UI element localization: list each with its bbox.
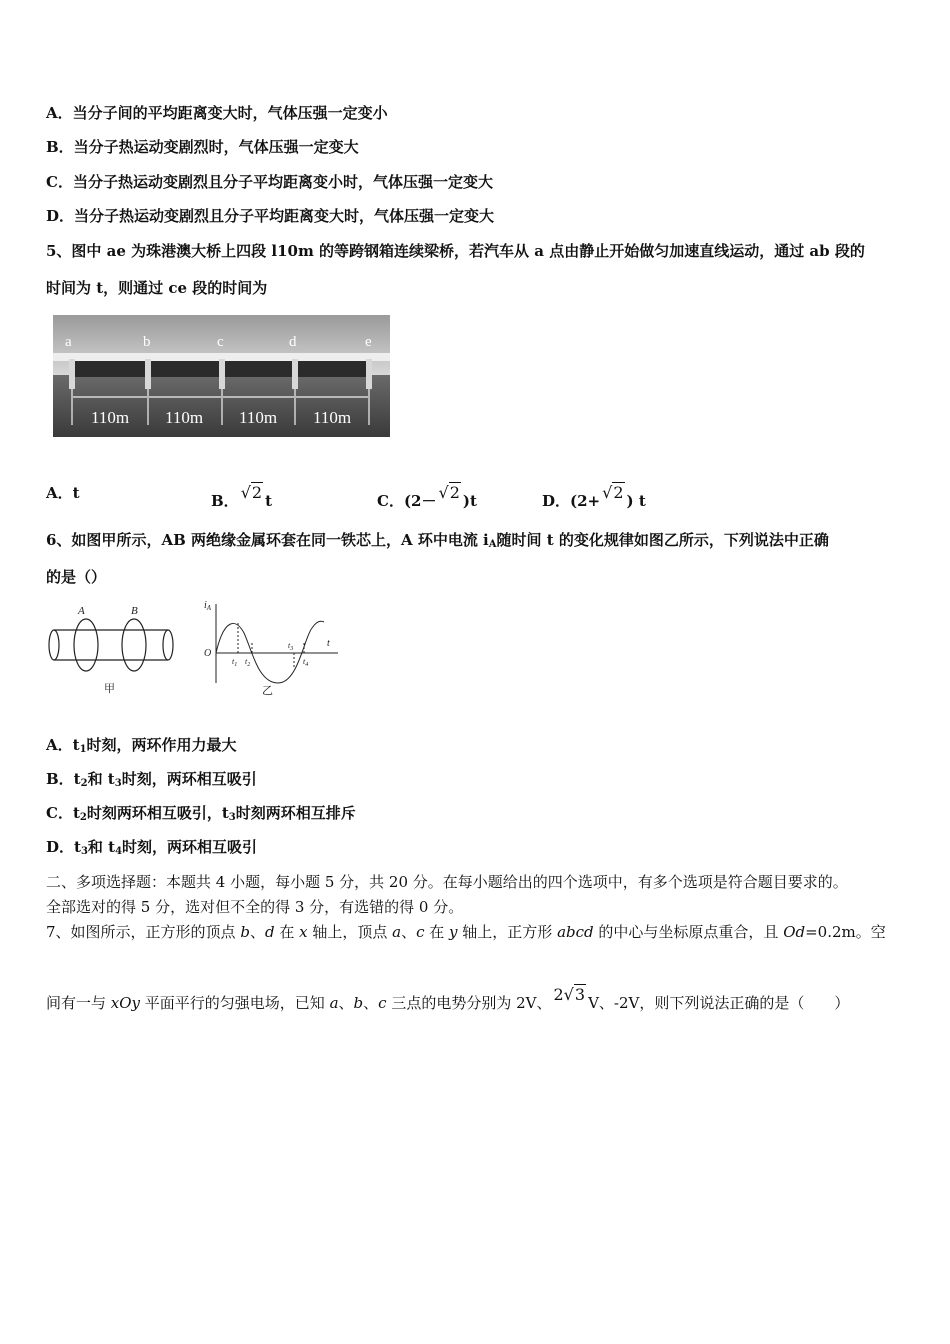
pier: [219, 359, 225, 389]
point-label-a: a: [65, 334, 72, 350]
q5-option-b: B． √2 t: [211, 483, 273, 510]
tick-t1: $t_1$: [232, 657, 238, 668]
point-label-b: b: [143, 334, 151, 350]
ring-a: [74, 619, 98, 671]
girder: [295, 361, 367, 377]
q4-option-c: C．当分子热运动变剧烈且分子平均距离变小时，气体压强一定变大: [46, 173, 493, 191]
tick-t4: $t_4$: [303, 657, 309, 668]
pier: [69, 359, 75, 389]
span-length-3: 110m: [239, 408, 278, 427]
ring-core-figure: [46, 600, 176, 695]
q5-stem-line1: 5、图中 ae 为珠港澳大桥上四段 l10m 的等跨钢箱连续梁桥，若汽车从 a 点由静止开始做匀加速直线运动，通过 ab 段的: [46, 242, 865, 260]
current-curve: [216, 621, 324, 683]
sqrt-symbol: √2: [438, 483, 460, 502]
y-axis-label: $i_A$: [204, 600, 212, 612]
bridge-figure: [53, 315, 390, 437]
q4-option-d: D．当分子热运动变剧烈且分子平均距离变大时，气体压强一定变大: [46, 207, 495, 225]
span-length-1: 110m: [91, 408, 130, 427]
girder: [149, 361, 221, 377]
q7-stem-line2: 间有一与 xOy 平面平行的匀强电场，已知 a、b、c 三点的电势分别为 2V、 2√3 V、-2V，则下列说法正确的是（ ）: [46, 985, 850, 1012]
q6-option-d: D．$t_3$和 $t_4$时刻，两环相互吸引: [46, 838, 258, 857]
span-length-4: 110m: [313, 408, 352, 427]
sqrt-symbol: 2√3: [553, 985, 586, 1004]
section2-heading-line2: 全部选对的得 5 分，选对但不全的得 3 分，有选错的得 0 分。: [46, 898, 464, 916]
q7-stem-line1: 7、如图所示，正方形的顶点 b、d 在 x 轴上，顶点 a、c 在 y 轴上，正方形 abcd 的中心与坐标原点重合，且 Od=0.2m。空: [46, 923, 886, 941]
sqrt-symbol: √2: [240, 483, 263, 502]
q4-option-b: B．当分子热运动变剧烈时，气体压强一定变大: [46, 138, 359, 156]
q5-option-d: D．(2+ √2 ) t: [542, 483, 646, 510]
q6-option-c: C．$t_2$时刻两环相互吸引，$t_3$时刻两环相互排斥: [46, 804, 356, 823]
origin-label: O: [204, 648, 212, 659]
fig-caption-jia: 甲: [104, 682, 115, 695]
point-label-c: c: [217, 334, 224, 350]
q5-option-a: A．t: [46, 484, 80, 502]
sqrt-symbol: √2: [602, 483, 624, 502]
q4-option-a: A．当分子间的平均距离变大时，气体压强一定变小: [46, 104, 388, 122]
section2-heading-line1: 二、多项选择题：本题共 4 小题，每小题 5 分，共 20 分。在每小题给出的四个选项中，有多个选项是符合题目要求的。: [46, 873, 848, 891]
ring-b-label: B: [131, 605, 138, 617]
q6-stem-line1: 6、如图甲所示，AB 两绝缘金属环套在同一铁芯上，A 环中电流 $i_A$随时间 t 的变化规律如图乙所示，下列说法中正确: [46, 531, 829, 550]
tick-t2: $t_2$: [245, 657, 251, 668]
x-axis-label: t: [327, 638, 330, 649]
ring-b: [122, 619, 146, 671]
point-label-d: d: [289, 334, 297, 350]
tick-t3: $t_3$: [288, 641, 294, 652]
q6-option-a: A．$t_1$时刻，两环作用力最大: [46, 736, 237, 755]
fig-caption-yi: 乙: [262, 684, 273, 697]
q5-stem-line2: 时间为 t，则通过 ce 段的时间为: [46, 279, 268, 297]
span-length-2: 110m: [165, 408, 204, 427]
q6-stem-line2: 的是（）: [46, 568, 107, 586]
pier: [292, 359, 298, 389]
pier: [145, 359, 151, 389]
pier: [366, 359, 372, 389]
point-label-e: e: [365, 334, 372, 350]
q6-option-b: B．$t_2$和 $t_3$时刻，两环相互吸引: [46, 770, 257, 789]
ring-a-label: A: [78, 605, 85, 617]
girder: [222, 361, 294, 377]
q5-option-c: C．(2－ √2 )t: [377, 483, 477, 510]
girder: [73, 361, 148, 377]
current-graph-figure: [200, 598, 345, 698]
